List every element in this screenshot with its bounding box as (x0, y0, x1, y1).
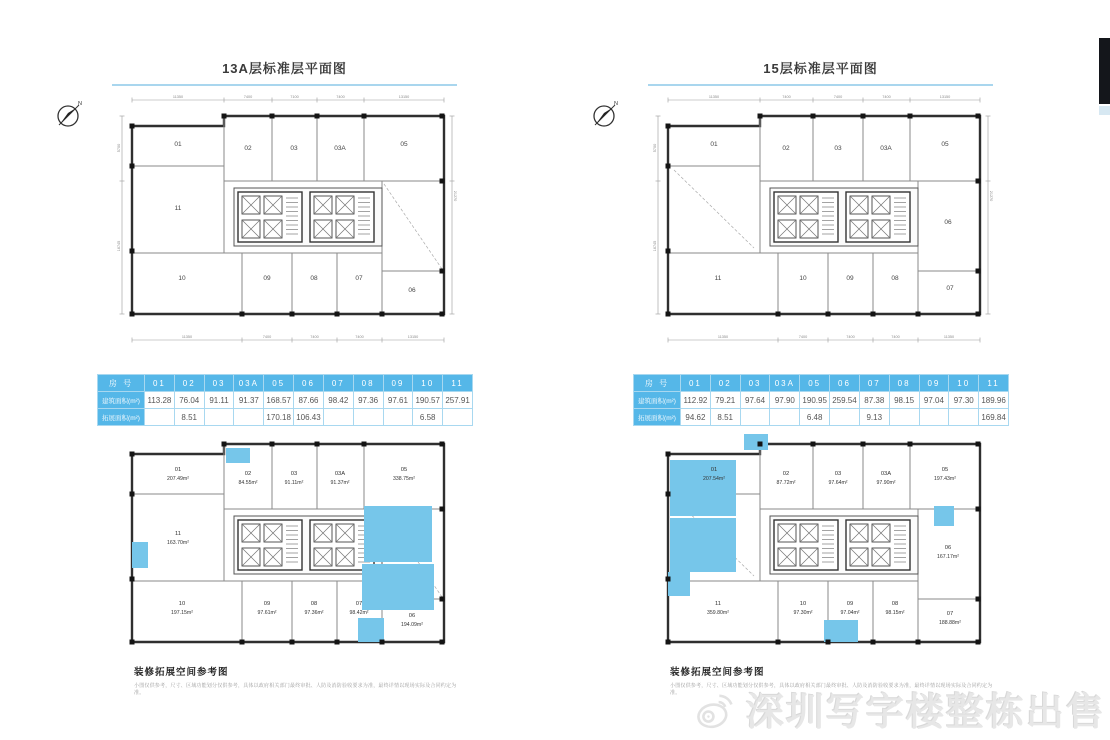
dim-label: 7400 (882, 95, 891, 99)
column-marker (130, 640, 135, 645)
column-marker (315, 114, 320, 119)
column-marker (758, 442, 763, 447)
dim-label: 7400 (846, 335, 855, 339)
room-area-label: 167.17m² (937, 554, 959, 560)
expansion-highlight (362, 564, 434, 610)
dim-label: 13150 (407, 335, 419, 339)
column-marker (240, 312, 245, 317)
expansion-highlight (358, 618, 384, 642)
expansion-highlight (132, 542, 148, 568)
room-number-header: 03 (204, 375, 234, 392)
column-marker (130, 164, 135, 169)
column-marker (290, 312, 295, 317)
plan-group (117, 95, 457, 343)
weibo-icon (692, 688, 738, 730)
room-number-label: 03A (334, 471, 346, 477)
area-value-cell: 106.43 (294, 409, 324, 426)
room-area-label: 97.90m² (876, 480, 896, 486)
floor-13a-note (134, 664, 464, 696)
column-marker (315, 442, 320, 447)
room-number-label: 01 (174, 467, 182, 473)
column-marker (440, 179, 445, 184)
area-value-cell: 94.62 (681, 409, 711, 426)
room-area-label: 197.43m² (934, 476, 956, 482)
room-number-label: 07 (946, 285, 954, 292)
svg-text:N: N (78, 101, 82, 107)
room-number-header: 08 (353, 375, 383, 392)
room-number-label: 07 (355, 275, 363, 282)
room-area-label: 97.36m² (304, 610, 324, 616)
expansion-highlight (668, 572, 690, 596)
column-marker (861, 114, 866, 119)
room-number-label: 05 (941, 467, 949, 473)
column-marker (666, 249, 671, 254)
area-value-cell: 98.15 (889, 392, 919, 409)
dim-label: 7400 (355, 335, 364, 339)
column-marker (976, 507, 981, 512)
room-area-label: 188.88m² (939, 620, 961, 626)
room-number-header: 10 (949, 375, 979, 392)
room-number-label: 08 (891, 275, 899, 282)
expansion-highlight (744, 434, 768, 450)
column-marker (440, 640, 445, 645)
area-value-cell: 169.84 (979, 409, 1009, 426)
room-number-label: 08 (310, 601, 318, 607)
area-value-cell (740, 409, 770, 426)
dim-label: 7400 (798, 335, 808, 339)
dim-label: 11350 (717, 335, 729, 339)
room-area-label: 98.42m² (349, 610, 369, 616)
row-label: 拓展面积(m²) (634, 409, 681, 426)
column-marker (976, 114, 981, 119)
area-value-cell (204, 409, 234, 426)
dim-label: 21270 (989, 190, 993, 202)
column-marker (380, 312, 385, 317)
column-marker (130, 312, 135, 317)
room-area-label: 97.04m² (840, 610, 860, 616)
room-number-header: 03A (234, 375, 264, 392)
column-marker (270, 442, 275, 447)
area-value-cell: 97.61 (383, 392, 413, 409)
room-number-label: 07 (946, 611, 954, 617)
area-value-cell: 98.42 (323, 392, 353, 409)
room-number-label: 02 (244, 145, 252, 152)
room-number-label: 10 (799, 275, 807, 282)
room-area-label: 98.15m² (885, 610, 905, 616)
dim-label: 5700 (117, 143, 121, 153)
column-marker (440, 114, 445, 119)
column-marker (908, 442, 913, 447)
floor-15-expansion-plan (648, 432, 993, 648)
room-number-label: 03 (834, 471, 842, 477)
column-marker (130, 124, 135, 129)
column-marker (335, 640, 340, 645)
column-marker (130, 249, 135, 254)
column-marker (362, 114, 367, 119)
area-value-cell: 97.04 (919, 392, 949, 409)
dim-label: 5700 (653, 143, 657, 153)
room-number-header: 02 (710, 375, 740, 392)
room-area-label: 359.80m² (707, 610, 729, 616)
column-marker (666, 124, 671, 129)
column-marker (916, 312, 921, 317)
dim-label: 21270 (453, 190, 457, 202)
floor-13a-title: 13A层标准层平面图 (112, 58, 457, 86)
column-marker (826, 312, 831, 317)
room-number-header: 11 (979, 375, 1009, 392)
room-area-label: 207.49m² (167, 476, 189, 482)
column-marker (826, 640, 831, 645)
dim-label: 7400 (833, 95, 843, 99)
room-number-header: 11 (443, 375, 473, 392)
area-value-cell (353, 409, 383, 426)
area-value-cell: 9.13 (859, 409, 889, 426)
room-number-label: 06 (408, 287, 416, 294)
room-number-label: 09 (263, 275, 271, 282)
column-marker (130, 452, 135, 457)
expansion-highlight (670, 460, 736, 516)
column-marker (380, 640, 385, 645)
room-number-label: 02 (782, 145, 790, 152)
room-number-label: 06 (408, 613, 416, 619)
room-number-header: 08 (889, 375, 919, 392)
note-disclaimer: 小图仅供参考，尺寸、区域功能划分仅供参考，具体以政府相关部门最终审批、人防及消防验收要求为准，最终详情以现场实际及合同约定为准。 (134, 683, 457, 696)
plan-group (130, 442, 445, 645)
room-area-label: 97.61m² (257, 610, 277, 616)
dim-label: 7400 (891, 335, 900, 339)
room-number-label: 09 (846, 601, 854, 607)
floor-15-column (614, 58, 1010, 738)
room-number-label: 11 (714, 275, 722, 282)
area-value-cell: 190.57 (413, 392, 443, 409)
column-marker (440, 269, 445, 274)
room-number-label: 06 (944, 545, 952, 551)
room-number-label: 10 (178, 275, 186, 282)
room-number-header: 03A (770, 375, 800, 392)
column-marker (130, 492, 135, 497)
area-value-cell: 112.92 (681, 392, 711, 409)
room-number-header: 06 (294, 375, 324, 392)
area-value-cell: 97.30 (949, 392, 979, 409)
column-marker (976, 312, 981, 317)
room-number-label: 03 (834, 145, 842, 152)
dim-label: 11350 (181, 335, 193, 339)
area-value-cell: 8.51 (710, 409, 740, 426)
floor-13a-area-table (97, 374, 473, 426)
room-number-label: 03A (334, 145, 346, 152)
right-edge-chip (1099, 106, 1110, 115)
room-number-header: 09 (919, 375, 949, 392)
area-value-cell (949, 409, 979, 426)
floor-13a-column (78, 58, 474, 738)
room-number-label: 10 (178, 601, 186, 607)
room-number-label: 11 (174, 531, 182, 537)
area-value-cell: 87.66 (294, 392, 324, 409)
dim-label: 7400 (782, 95, 791, 99)
column-marker (811, 442, 816, 447)
dim-label: 11350 (708, 95, 720, 99)
note-disclaimer: 小图仅供参考，尺寸、区域功能划分仅供参考，具体以政府相关部门最终审批、人防及消防验收要求为准，最终详情以现场实际及合同约定为准。 (670, 683, 993, 696)
expansion-highlight (824, 620, 858, 642)
room-area-label: 97.64m² (828, 480, 848, 486)
room-area-label: 197.15m² (171, 610, 193, 616)
area-value-cell: 97.64 (740, 392, 770, 409)
area-value-cell: 170.18 (264, 409, 294, 426)
column-marker (871, 640, 876, 645)
area-value-cell: 259.54 (830, 392, 860, 409)
column-marker (130, 577, 135, 582)
column-marker (440, 597, 445, 602)
floor-15-area-table (633, 374, 1009, 426)
column-marker (666, 577, 671, 582)
room-area-label: 91.11m² (284, 480, 304, 486)
right-edge-dark-bar (1099, 38, 1110, 104)
dim-label: 13150 (939, 95, 951, 99)
column-marker (440, 442, 445, 447)
column-marker (976, 442, 981, 447)
room-number-header: 07 (859, 375, 889, 392)
compass-north-icon (54, 98, 84, 130)
area-value-cell: 6.48 (800, 409, 830, 426)
column-marker (362, 442, 367, 447)
area-value-cell: 87.38 (859, 392, 889, 409)
dim-label: 16745 (653, 240, 657, 252)
column-marker (666, 492, 671, 497)
column-marker (776, 312, 781, 317)
row-label: 拓展面积(m²) (98, 409, 145, 426)
floor-15-plan (648, 86, 993, 352)
room-number-label: 05 (400, 141, 408, 148)
watermark (692, 681, 1106, 736)
dim-label: 7400 (336, 95, 345, 99)
area-value-cell (145, 409, 175, 426)
column-marker (666, 312, 671, 317)
room-number-header: 09 (383, 375, 413, 392)
column-marker (976, 597, 981, 602)
room-number-label: 01 (710, 141, 718, 148)
column-marker (908, 114, 913, 119)
area-value-cell: 168.57 (264, 392, 294, 409)
room-area-label: 207.54m² (703, 476, 725, 482)
plan-group (666, 434, 981, 645)
row-label: 建筑面积(m²) (634, 392, 681, 409)
column-marker (222, 114, 227, 119)
column-marker (758, 114, 763, 119)
room-area-label: 84.55m² (238, 480, 258, 486)
room-number-label: 02 (782, 471, 790, 477)
room-area-label: 97.30m² (793, 610, 813, 616)
room-number-label: 07 (355, 601, 363, 607)
column-marker (222, 442, 227, 447)
room-area-label: 87.72m² (776, 480, 796, 486)
compass-north-icon (590, 98, 620, 130)
area-value-cell (383, 409, 413, 426)
column-marker (976, 179, 981, 184)
room-number-label: 05 (400, 467, 408, 473)
room-number-label: 03 (290, 471, 298, 477)
room-number-label: 03 (290, 145, 298, 152)
room-number-header: 06 (830, 375, 860, 392)
room-number-header: 03 (740, 375, 770, 392)
expansion-highlight (364, 506, 432, 562)
column-marker (240, 640, 245, 645)
expansion-highlight (226, 448, 250, 463)
plan-group (653, 95, 993, 343)
dim-label: 11350 (172, 95, 184, 99)
floor-13a-expansion-plan (112, 432, 457, 648)
column-marker (916, 640, 921, 645)
dim-label: 7400 (243, 95, 253, 99)
column-marker (871, 312, 876, 317)
note-heading: 装修拓展空间参考图 (670, 667, 765, 678)
area-value-cell (234, 409, 264, 426)
column-marker (811, 114, 816, 119)
column-marker (290, 640, 295, 645)
floor-13a-plan (112, 86, 457, 352)
dim-label: 7400 (310, 335, 319, 339)
room-area-label: 91.37m² (330, 480, 350, 486)
area-value-cell: 79.21 (710, 392, 740, 409)
area-value-cell (770, 409, 800, 426)
expansion-highlight (670, 518, 736, 572)
room-number-label: 09 (846, 275, 854, 282)
area-value-cell (323, 409, 353, 426)
column-marker (440, 312, 445, 317)
room-no-header: 房 号 (634, 375, 681, 392)
area-value-cell (830, 409, 860, 426)
area-value-cell: 113.28 (145, 392, 175, 409)
column-marker (976, 269, 981, 274)
area-value-cell: 8.51 (174, 409, 204, 426)
room-number-label: 09 (263, 601, 271, 607)
row-label: 建筑面积(m²) (98, 392, 145, 409)
column-marker (976, 640, 981, 645)
note-heading: 装修拓展空间参考图 (134, 667, 229, 678)
watermark-text: 深圳写字楼整栋出售 (745, 692, 1106, 734)
dim-label: 13150 (398, 95, 410, 99)
room-number-label: 11 (174, 205, 182, 212)
column-marker (666, 640, 671, 645)
area-value-cell: 6.58 (413, 409, 443, 426)
area-value-cell: 91.11 (204, 392, 234, 409)
room-number-header: 02 (174, 375, 204, 392)
room-number-label: 03A (880, 471, 892, 477)
room-number-label: 01 (710, 467, 718, 473)
area-value-cell: 91.37 (234, 392, 264, 409)
column-marker (776, 640, 781, 645)
dim-label: 16745 (117, 240, 121, 252)
room-area-label: 163.70m² (167, 540, 189, 546)
room-number-header: 07 (323, 375, 353, 392)
room-area-label: 194.09m² (401, 622, 423, 628)
area-value-cell (443, 409, 473, 426)
room-number-label: 05 (941, 141, 949, 148)
room-number-label: 06 (944, 219, 952, 226)
area-value-cell: 190.95 (800, 392, 830, 409)
room-number-label: 08 (891, 601, 899, 607)
dim-label: 7400 (262, 335, 272, 339)
area-value-cell (889, 409, 919, 426)
room-number-header: 01 (145, 375, 175, 392)
room-number-header: 01 (681, 375, 711, 392)
room-number-label: 10 (799, 601, 807, 607)
expansion-highlight (934, 506, 954, 526)
room-number-label: 01 (174, 141, 182, 148)
area-value-cell: 97.36 (353, 392, 383, 409)
room-area-label: 338.75m² (393, 476, 415, 482)
column-marker (440, 507, 445, 512)
room-number-label: 08 (310, 275, 318, 282)
room-number-label: 11 (714, 601, 722, 607)
room-number-label: 02 (244, 471, 252, 477)
floor-15-title: 15层标准层平面图 (648, 58, 993, 86)
area-value-cell: 257.91 (443, 392, 473, 409)
column-marker (335, 312, 340, 317)
area-value-cell: 189.96 (979, 392, 1009, 409)
column-marker (861, 442, 866, 447)
room-no-header: 房 号 (98, 375, 145, 392)
room-number-header: 10 (413, 375, 443, 392)
area-value-cell (919, 409, 949, 426)
column-marker (666, 452, 671, 457)
area-value-cell: 76.04 (174, 392, 204, 409)
room-number-header: 05 (800, 375, 830, 392)
room-number-label: 03A (880, 145, 892, 152)
dim-label: 11350 (943, 335, 955, 339)
column-marker (270, 114, 275, 119)
area-value-cell: 97.90 (770, 392, 800, 409)
svg-text:N: N (614, 101, 618, 107)
dim-label: 7100 (290, 95, 299, 99)
column-marker (666, 164, 671, 169)
room-number-header: 05 (264, 375, 294, 392)
